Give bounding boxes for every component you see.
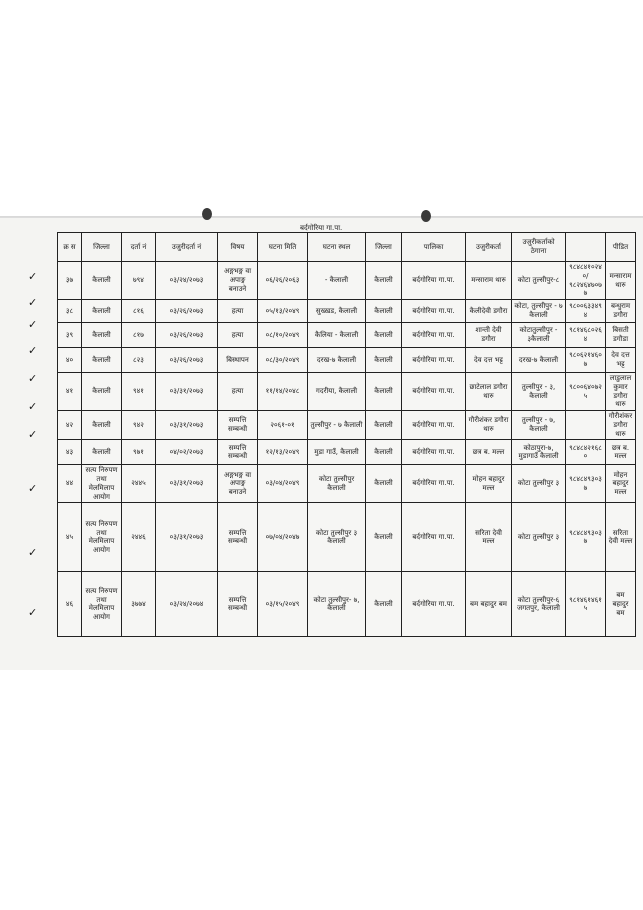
check-mark-icon: ✓	[28, 428, 38, 441]
table-row	[58, 411, 636, 440]
check-mark-icon: ✓	[28, 482, 38, 495]
cell-reg: २४४५	[122, 465, 156, 503]
cell-complainant: देव दत्त भट्ट	[466, 348, 512, 373]
cell-complaint: ०३/३१/२०७३	[156, 411, 218, 440]
cell-sn: ४५	[58, 503, 82, 572]
cell-reg: ८२३	[122, 348, 156, 373]
cell-phone: ९८४८४२१६८०	[566, 440, 606, 465]
table-row	[58, 373, 636, 411]
cell-subject: अङ्गभङ्ग वा अपाङ्ग बनाउने	[218, 262, 258, 300]
cell-place: तुल्सीपुर - ७ कैलाली	[308, 411, 366, 440]
cell-sn: ४१	[58, 373, 82, 411]
cell-subject: हत्या	[218, 323, 258, 348]
table-row	[58, 262, 636, 300]
cell-complaint: ०३/३१/२०७३	[156, 503, 218, 572]
cell-subject: सम्पत्ति सम्बन्धी	[218, 411, 258, 440]
cell-palika: बर्दगोरिया गा.पा.	[402, 572, 466, 637]
cell-reg: २४४६	[122, 503, 156, 572]
cell-phone: ९८००६४०७२५	[566, 373, 606, 411]
cell-victim: गौरीशंकर डगौरा थारु	[606, 411, 636, 440]
cell-date: ०८/१०/२०४९	[258, 323, 308, 348]
cell-district2: कैलाली	[366, 465, 402, 503]
col-header-palika: पालिका	[402, 233, 466, 262]
cell-reg: ९४२	[122, 411, 156, 440]
cell-sn: ३७	[58, 262, 82, 300]
cell-address: कोटा तुल्सीपुर-६ जगतपुर, कैलाली	[512, 572, 566, 637]
cell-district2: कैलाली	[366, 440, 402, 465]
cell-district2: कैलाली	[366, 572, 402, 637]
punch-hole-left	[202, 208, 212, 220]
cell-victim: लाडुलाल कुमार डगौरा थारु	[606, 373, 636, 411]
table-row	[58, 465, 636, 503]
cell-district2: कैलाली	[366, 300, 402, 323]
cell-complainant: शान्ती देवी डगौरा	[466, 323, 512, 348]
col-header-subject: विषय	[218, 233, 258, 262]
cell-reg: ९४१	[122, 373, 156, 411]
cell-reg: ३७७४	[122, 572, 156, 637]
cell-complaint: ०३/२६/२०७३	[156, 348, 218, 373]
cell-sn: ४२	[58, 411, 82, 440]
cell-date: ०३/१५/२०४९	[258, 572, 308, 637]
cell-address: कोटा, तुल्सीपुर - ७ कैलाली	[512, 300, 566, 323]
cell-complainant: गौरीशंकर डगौरा थारु	[466, 411, 512, 440]
cell-sn: ४६	[58, 572, 82, 637]
col-header-complaint-no: उजुरीदर्ता नं	[156, 233, 218, 262]
cell-complaint: ०३/३१/२०७३	[156, 373, 218, 411]
col-header-district-2: जिल्ला	[366, 233, 402, 262]
cell-date: ०६/२६/२०६३	[258, 262, 308, 300]
cell-date: ०३/०४/२०४९	[258, 465, 308, 503]
cell-subject: हत्या	[218, 300, 258, 323]
cell-phone: ९८००६३३४९४	[566, 300, 606, 323]
check-mark-icon: ✓	[28, 400, 38, 413]
check-mark-icon: ✓	[28, 296, 38, 309]
cell-reg: ८१६	[122, 300, 156, 323]
cell-complainant: छत्र ब. मल्ल	[466, 440, 512, 465]
cell-district: सत्य निरुपण तथा मेलमिलाप आयोग	[82, 465, 122, 503]
cell-district2: कैलाली	[366, 411, 402, 440]
col-header-incident-date: घटना मिति	[258, 233, 308, 262]
cell-district2: कैलाली	[366, 373, 402, 411]
table-row	[58, 503, 636, 572]
cell-place: कोटा तुल्सीपुर कैलाली	[308, 465, 366, 503]
cell-place: कोटा तुल्सीपुर- ७, कैलाली	[308, 572, 366, 637]
cell-sn: ४३	[58, 440, 82, 465]
cell-complainant: मन्साराम थारु	[466, 262, 512, 300]
cell-subject: अङ्गभङ्ग वा अपाङ्ग बनाउने	[218, 465, 258, 503]
col-header-incident-place: घटना स्थल	[308, 233, 366, 262]
table-row	[58, 440, 636, 465]
col-header-sn: क्र स	[58, 233, 82, 262]
cell-district2: कैलाली	[366, 323, 402, 348]
cell-victim: मोहन बहादुर मल्ल	[606, 465, 636, 503]
page-title: बर्दगोरिया गा.पा.	[300, 224, 343, 232]
check-mark-icon: ✓	[28, 318, 38, 331]
cell-palika: बर्दगोरिया गा.पा.	[402, 503, 466, 572]
cell-date: २०६१-०१	[258, 411, 308, 440]
table-row	[58, 323, 636, 348]
col-header-phone	[566, 233, 606, 262]
cell-place: दरख-७ कैलाली	[308, 348, 366, 373]
cell-place: कैलिया - कैलाली	[308, 323, 366, 348]
cell-district: सत्य निरुपण तथा मेलमिलाप आयोग	[82, 503, 122, 572]
cell-sn: ३८	[58, 300, 82, 323]
cell-address: कोटा तुल्सीपुर ३	[512, 503, 566, 572]
cell-complaint: ०३/२४/२०७४	[156, 572, 218, 637]
cell-address: कोटा तुल्सीपुर ३	[512, 465, 566, 503]
cell-victim: मन्साराम थारु	[606, 262, 636, 300]
cell-palika: बर्दगोरिया गा.पा.	[402, 465, 466, 503]
cell-phone: ९८४८४९३०३७	[566, 503, 606, 572]
cell-subject: सम्पत्ति सम्बन्धी	[218, 572, 258, 637]
cell-district2: कैलाली	[366, 348, 402, 373]
cell-date: ०५/१३/२०४९	[258, 300, 308, 323]
cell-complainant: बम बहादुर बम	[466, 572, 512, 637]
check-mark-icon: ✓	[28, 270, 38, 283]
cell-district2: कैलाली	[366, 503, 402, 572]
cell-palika: बर्दगोरिया गा.पा.	[402, 262, 466, 300]
cell-palika: बर्दगोरिया गा.पा.	[402, 440, 466, 465]
cell-complaint: ०३/२४/२०७३	[156, 262, 218, 300]
cell-complaint: ०३/२६/२०७३	[156, 300, 218, 323]
cell-palika: बर्दगोरिया गा.पा.	[402, 411, 466, 440]
cell-complainant: छाटेलाल डगौरा थारु	[466, 373, 512, 411]
cell-complaint: ०३/२६/२०७३	[156, 323, 218, 348]
cell-address: कोटा तुल्सीपुर-८	[512, 262, 566, 300]
cell-subject: बिस्थापन	[218, 348, 258, 373]
cell-palika: बर्दगोरिया गा.पा.	[402, 373, 466, 411]
cell-address: तुल्सीपुर - ७, कैलाली	[512, 411, 566, 440]
cell-complainant: सरिता देवी मल्ल	[466, 503, 512, 572]
cell-victim: छत्र ब. मल्ल	[606, 440, 636, 465]
cell-sn: ४०	[58, 348, 82, 373]
cell-sn: ३९	[58, 323, 82, 348]
check-mark-icon: ✓	[28, 344, 38, 357]
cell-address: कोटातुल्सीपुर - ३कैलाली	[512, 323, 566, 348]
cell-date: ०७/०४/२०४७	[258, 503, 308, 572]
cell-district: कैलाली	[82, 323, 122, 348]
punch-hole-right	[421, 210, 431, 222]
cell-place: कोटा तुल्सीपुर ३ कैलाली	[308, 503, 366, 572]
table-row	[58, 572, 636, 637]
col-header-address: उजुरीकर्ताको ठेगाना	[512, 233, 566, 262]
cell-victim: बिसती डगौडा	[606, 323, 636, 348]
cell-palika: बर्दगोरिया गा.पा.	[402, 323, 466, 348]
col-header-victim: पीडित	[606, 233, 636, 262]
cell-reg: ७९४	[122, 262, 156, 300]
table-header-row	[58, 233, 636, 262]
cell-place: सुख्खड, कैलाली	[308, 300, 366, 323]
cell-reg: ९७१	[122, 440, 156, 465]
cell-district: कैलाली	[82, 300, 122, 323]
cell-subject: सम्पत्ति सम्बन्धी	[218, 503, 258, 572]
cell-phone: ९८१४६८०२६४	[566, 323, 606, 348]
cell-place: - कैलाली	[308, 262, 366, 300]
complaint-register-table	[57, 232, 636, 637]
table-row	[58, 300, 636, 323]
cell-district: कैलाली	[82, 262, 122, 300]
cell-victim: बन्धुराम डगौरा	[606, 300, 636, 323]
cell-date: ०८/३०/२०४९	[258, 348, 308, 373]
cell-sn: ४४	[58, 465, 82, 503]
cell-address: दरख-७ कैलाली	[512, 348, 566, 373]
table-row	[58, 348, 636, 373]
cell-phone: ९८४८४९३०३७	[566, 465, 606, 503]
cell-district: कैलाली	[82, 348, 122, 373]
cell-address: कोठापुरा-७, मुडागाउँ कैलाली	[512, 440, 566, 465]
cell-date: १२/१३/२०४९	[258, 440, 308, 465]
cell-district: कैलाली	[82, 440, 122, 465]
cell-victim: सरिता देवी मल्ल	[606, 503, 636, 572]
cell-complaint: ०४/०२/२०७३	[156, 440, 218, 465]
cell-complaint: ०३/३१/२०७३	[156, 465, 218, 503]
check-mark-icon: ✓	[28, 546, 38, 559]
cell-district: कैलाली	[82, 373, 122, 411]
cell-district2: कैलाली	[366, 262, 402, 300]
cell-complainant: मोहन बहादुर मल्ल	[466, 465, 512, 503]
cell-complainant: कैलीदेवी डगौरा	[466, 300, 512, 323]
check-mark-icon: ✓	[28, 372, 38, 385]
cell-address: तुल्सीपुर - ३, कैलाली	[512, 373, 566, 411]
cell-reg: ८१७	[122, 323, 156, 348]
cell-place: गदरीया, कैलाली	[308, 373, 366, 411]
cell-victim: बम बहादुर बम	[606, 572, 636, 637]
cell-phone: ९८१४६१४६१५	[566, 572, 606, 637]
cell-district: सत्य निरुपण तथा मेलमिलाप आयोग	[82, 572, 122, 637]
cell-palika: बर्दगोरिया गा.पा.	[402, 348, 466, 373]
cell-victim: देव दत्त भट्ट	[606, 348, 636, 373]
cell-palika: बर्दगोरिया गा.पा.	[402, 300, 466, 323]
cell-phone: ९८४८४१०२४०/ ९८२४६४७०७७	[566, 262, 606, 300]
col-header-reg-no: दर्ता नं	[122, 233, 156, 262]
cell-date: ११/१४/२०४८	[258, 373, 308, 411]
cell-subject: सम्पत्ति सम्बन्धी	[218, 440, 258, 465]
cell-subject: हत्या	[218, 373, 258, 411]
col-header-district: जिल्ला	[82, 233, 122, 262]
col-header-complainant: उजुरीकर्ता	[466, 233, 512, 262]
cell-phone: ९८०६२१४६०७	[566, 348, 606, 373]
cell-phone	[566, 411, 606, 440]
cell-district: कैलाली	[82, 411, 122, 440]
check-mark-icon: ✓	[28, 606, 38, 619]
cell-place: मुडा गाउँ, कैलाली	[308, 440, 366, 465]
